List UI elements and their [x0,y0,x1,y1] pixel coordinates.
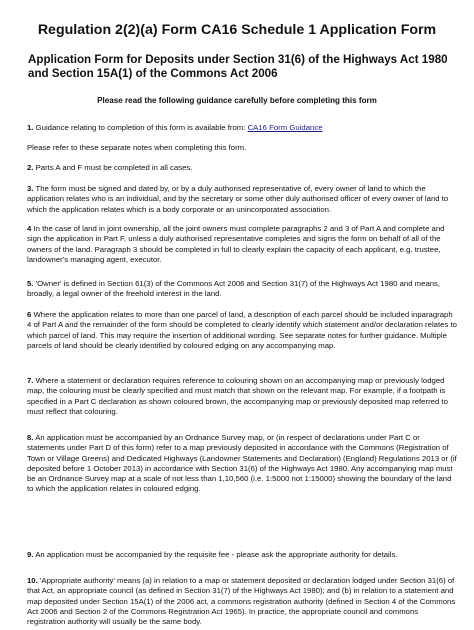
form-subtitle: Application Form for Deposits under Section 31(6) of the Highways Act 1980 and Section 15A(1) of the Commons Act 2006 [28,53,448,80]
guidance-item-1 [27,123,457,133]
item-number: 2. [27,163,34,172]
item-text: An application must be accompanied by an Ordnance Survey map, or (in respect of declarations under Part C or statements under Part D of this form) refer to a map previously deposited in accordance with the Commons (Registration of Town or Village Greens) and Dedicated Highways (Landowner Statements and Declaration) (England) Regulations 2013 or (if deposited before 1 October 2013) in accordance with Section 31(6) of the Highways Act 1980. Any accompanying map must be an Ordnance Survey map at a scale of not less than 1,10,560 (i.e. 1:5000 not 1:15000) showing the boundary of the land to which the application relates in coloured edging. [27,433,457,494]
item-text: Parts A and F must be completed in all cases. [33,163,193,172]
item-text: 'Owner' is defined in Section 61(3) of the Commons Act 2006 and Section 31(7) of the Highways Act 1980 and means, broadly, a legal owner of the freehold interest in the land. [27,279,441,299]
guidance-item-6 [27,310,457,351]
guidance-item-2 [27,163,457,173]
item-number: 6 [27,310,32,319]
guidance-item-10 [27,576,457,627]
item-number: 3. [27,184,34,193]
item-number: 9. [27,550,34,559]
guidance-heading: Please read the following guidance carefully before completing this form [97,96,377,105]
guidance-item-9 [27,550,457,560]
item-text: An application must be accompanied by the requisite fee - please ask the appropriate authority for details. [33,550,398,559]
guidance-item-3 [27,184,457,215]
item-number: 8. [27,433,34,442]
item-text: Guidance relating to completion of this form is available from: [33,123,248,132]
guidance-item-5 [27,279,457,300]
guidance-item-8 [27,433,457,495]
item-text: Where the application relates to more than one parcel of land, a description of each parcel should be included inparagraph 4 of Part A and the remainder of the form should be completed to clearly identify which statement and/or declaration relates to which parcel of land. This may require the insertion of additional wording. See separate notes for further guidance. Multiple parcels of land should be clearly identified by coloured edging on any accompanying map. [27,310,457,350]
item-number: 10. [27,576,38,585]
separate-notes-text: Please refer to these separate notes when completing this form. [27,143,247,152]
page-title: Regulation 2(2)(a) Form CA16 Schedule 1 Application Form [37,22,437,38]
item-number: 1. [27,123,34,132]
item-text: Where a statement or declaration requires reference to colouring shown on an accompanying map or previously lodged map, the colouring must be clearly specified and must match that shown on the relevant map. For example, if a footpath is specified in a Part C declaration as shown coloured brown, the accompanying map or previously deposited map referred to must reflect that colouring. [27,376,448,416]
item-number: 7. [27,376,34,385]
guidance-item-4 [27,224,457,265]
ca16-guidance-link[interactable]: CA16 Form Guidance [247,123,323,132]
item-number: 5. [27,279,34,288]
item-text: The form must be signed and dated by, or by a duly authorised representative of, every owner of land to which the application relates who is an individual, and by the secretary or some other duly authorised officer of every owner of land to which the application relates which is a body corporate or an unincorporated association. [27,184,449,214]
guidance-item-7 [27,376,457,417]
item-text: In the case of land in joint ownership, all the joint owners must complete paragraphs 2 and 3 of Part A and complete and sign the application in Part F, unless a duly authorised representative completes and signs the form on behalf of all of the owners of the land. Paragraph 3 should be completed in full to clearly explain the capacity of each applicant, e.g. trustee, landowner's managing agent, executor. [27,224,445,264]
item-text: 'Appropriate authority' means (a) in relation to a map or statement deposited or declaration lodged under Section 31(6) of that Act, an appropriate council (as defined in Section 31(7) of the Highways Act 1980); and (b) in relation to a statement and map deposited under Section 15A(1) of the 2006 act, a commons registration authority (defined in Section 4 of the Commons Act 2006 and Section 2 of the Commons Registration Act 1965). In practice, the appropriate council and commons registration authority will usually be the same body. [27,576,456,627]
item-number: 4 [27,224,32,233]
